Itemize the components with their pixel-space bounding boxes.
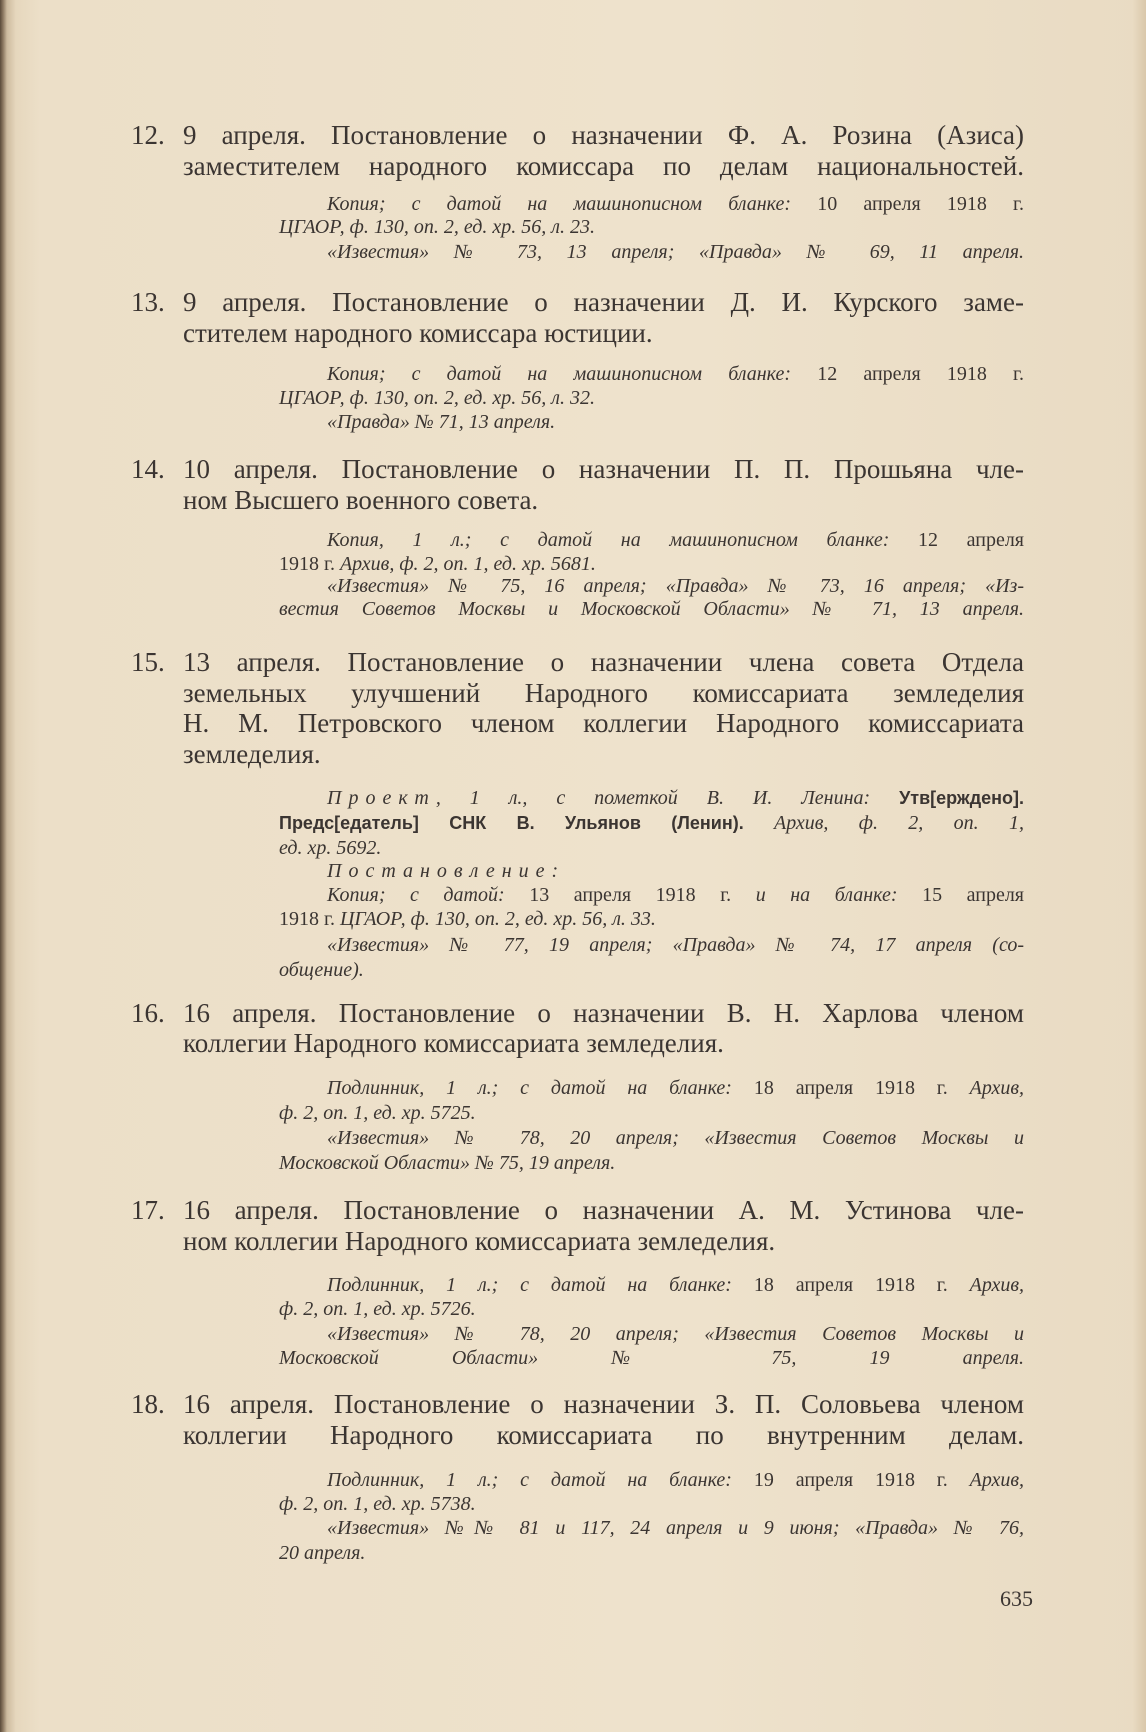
note-text: Московской Области» № 75, 19 апреля. — [279, 1347, 1024, 1369]
source-note-line — [279, 811, 1024, 835]
source-note-line — [279, 907, 1024, 931]
entry-title-line: 16 апреля. Постановление о назначении А. М. Устинова чле- — [183, 1195, 1024, 1225]
note-text: ф. 2, оп. 1, ед. хр. 5725. — [279, 1102, 476, 1124]
note-text: 15 апреля — [922, 884, 1025, 906]
source-note-line — [279, 958, 1024, 982]
entry-title-line: коллегии Народного комиссариата по внутренним делам. — [183, 1420, 1024, 1450]
note-text: «Известия» № 78, 20 апреля; «Известия Советов Москвы и — [327, 1127, 1024, 1149]
lenin-annotation-text: Предс[едатель] СНК В. Ульянов (Ленин). — [279, 813, 775, 833]
note-text: Подлинник, 1 л.; с датой на бланке: — [327, 1469, 754, 1491]
note-text: : — [551, 860, 559, 882]
entry-title-line: земельных улучшений Народного комиссариата земледелия — [183, 678, 1024, 708]
note-text: 12 апреля — [918, 529, 1024, 551]
entry-title-line: 9 апреля. Постановление о назначении Д. И. Курского заме- — [183, 287, 1024, 317]
entry-title-line: ном коллегии Народного комиссариата земледелия. — [183, 1226, 776, 1256]
note-text: ед. хр. 5692. — [279, 837, 382, 859]
note-text: ЦГАОР, ф. 130, оп. 2, ед. хр. 56, л. 33. — [339, 908, 656, 930]
note-text: ф. 2, оп. 1, ед. хр. 5738. — [279, 1493, 476, 1515]
source-note-line — [327, 1273, 1024, 1297]
note-text: «Известия» №№ 81 и 117, 24 апреля и 9 июня; «Правда» № 76, — [327, 1517, 1024, 1539]
note-text: Архив, — [969, 1469, 1024, 1491]
note-text: Архив, — [969, 1077, 1024, 1099]
source-note-line — [279, 552, 1024, 576]
entry-number: 15. — [131, 647, 165, 677]
source-note-line — [327, 1126, 1024, 1150]
note-text: Архив, — [969, 1274, 1024, 1296]
entry-number: 18. — [131, 1389, 165, 1419]
entry-title-line: 10 апреля. Постановление о назначении П. П. Прошьяна чле- — [183, 454, 1024, 484]
note-text: , 1 л., с пометкой В. И. Ленина: — [435, 787, 900, 809]
entry-title-line: земледелия. — [183, 739, 321, 769]
source-note-line — [327, 1468, 1024, 1492]
note-text: Копия; с датой на машинописном бланке: — [327, 363, 818, 385]
source-note-line — [327, 883, 1024, 907]
entry-title-line: 16 апреля. Постановление о назначении З. П. Соловьева членом — [183, 1389, 1024, 1419]
source-note-line — [327, 786, 1024, 810]
entry-title-line: стителем народного комиссара юстиции. — [183, 318, 653, 348]
entry-title-line: 13 апреля. Постановление о назначении члена совета Отдела — [183, 647, 1024, 677]
entry-title-line: заместителем народного комиссара по делам национальностей. — [183, 151, 1024, 181]
note-text: Копия; с датой на машинописном бланке: — [327, 193, 818, 215]
note-text: 13 апреля 1918 г. — [529, 884, 756, 906]
source-note-line — [279, 836, 1024, 860]
source-note-line — [327, 1076, 1024, 1100]
note-text: вестия Советов Москвы и Московской Области» № 71, 13 апреля. — [279, 598, 1024, 620]
page-edge — [1132, 0, 1146, 1732]
note-text: 18 апреля 1918 г. — [753, 1274, 970, 1296]
note-text: «Известия» № 77, 19 апреля; «Правда» № 74, 17 апреля (со- — [327, 934, 1024, 956]
source-note-line — [279, 1297, 1024, 1321]
note-text: Копия, 1 л.; с датой на машинописном бланке: — [327, 529, 918, 551]
note-text: Архив, ф. 2, оп. 1, ед. хр. 5681. — [339, 553, 596, 575]
page-number: 635 — [1000, 1586, 1033, 1611]
note-text: и на бланке: — [755, 884, 923, 906]
entry-number: 17. — [131, 1195, 165, 1225]
note-text: 10 апреля 1918 г. — [817, 193, 1024, 215]
note-text: общение). — [279, 959, 364, 981]
source-note-line — [327, 1516, 1024, 1540]
source-note-line — [279, 1541, 1024, 1565]
note-text: Подлинник, 1 л.; с датой на бланке: — [327, 1274, 754, 1296]
entry-number: 14. — [131, 454, 165, 484]
note-text: ЦГАОР, ф. 130, оп. 2, ед. хр. 56, л. 23. — [279, 216, 595, 238]
note-text: Московской Области» № 75, 19 апреля. — [279, 1152, 616, 1174]
note-text: «Известия» № 75, 16 апреля; «Правда» № 73, 16 апреля; «Из- — [327, 575, 1024, 597]
source-note-line — [327, 362, 1024, 386]
source-note-line — [327, 240, 1024, 264]
source-note-line — [279, 1151, 1024, 1175]
note-text: 1918 г. — [279, 908, 340, 930]
entry-title-line: ном Высшего военного совета. — [183, 485, 539, 515]
entry-number: 13. — [131, 287, 165, 317]
note-text: 20 апреля. — [279, 1542, 366, 1564]
note-text: 1918 г. — [279, 553, 340, 575]
entry-title-line: 9 апреля. Постановление о назначении Ф. А. Розина (Азиса) — [183, 120, 1024, 150]
spaced-label: Проект — [327, 787, 436, 809]
source-note-line — [279, 215, 1024, 239]
note-text: Архив, ф. 2, оп. 1, — [774, 812, 1024, 834]
source-note-line — [327, 574, 1024, 598]
note-text: 19 апреля 1918 г. — [753, 1469, 970, 1491]
source-note-line — [327, 192, 1024, 216]
entry-title-line: 16 апреля. Постановление о назначении В. Н. Харлова членом — [183, 998, 1024, 1028]
note-text: «Известия» № 78, 20 апреля; «Известия Советов Москвы и — [327, 1323, 1024, 1345]
source-note-line — [279, 1101, 1024, 1125]
source-note-line — [279, 386, 1024, 410]
source-note-line — [327, 528, 1024, 552]
entry-number: 16. — [131, 998, 165, 1028]
note-text: 18 апреля 1918 г. — [753, 1077, 970, 1099]
note-text: «Известия» № 73, 13 апреля; «Правда» № 69, 11 апреля. — [327, 241, 1024, 263]
source-note-line — [279, 1346, 1024, 1370]
source-note-line — [327, 410, 1024, 434]
note-text: ЦГАОР, ф. 130, оп. 2, ед. хр. 56, л. 32. — [279, 387, 595, 409]
note-text: 12 апреля 1918 г. — [817, 363, 1024, 385]
entry-number: 12. — [131, 120, 165, 150]
source-note-line — [279, 1492, 1024, 1516]
note-text: «Правда» № 71, 13 апреля. — [327, 411, 556, 433]
source-note-line — [279, 597, 1024, 621]
source-note-line — [327, 933, 1024, 957]
entry-title-line: коллегии Народного комиссариата земледелия. — [183, 1028, 724, 1058]
entry-title-line: Н. М. Петровского членом коллегии Народного комиссариата — [183, 708, 1024, 738]
lenin-annotation-text: Утв[ерждено]. — [899, 788, 1024, 808]
note-text: ф. 2, оп. 1, ед. хр. 5726. — [279, 1298, 476, 1320]
source-note-line — [327, 1322, 1024, 1346]
spaced-label: Постановление — [327, 860, 552, 882]
source-note-line — [327, 859, 1024, 883]
note-text: Копия; с датой: — [327, 884, 530, 906]
note-text: Подлинник, 1 л.; с датой на бланке: — [327, 1077, 754, 1099]
